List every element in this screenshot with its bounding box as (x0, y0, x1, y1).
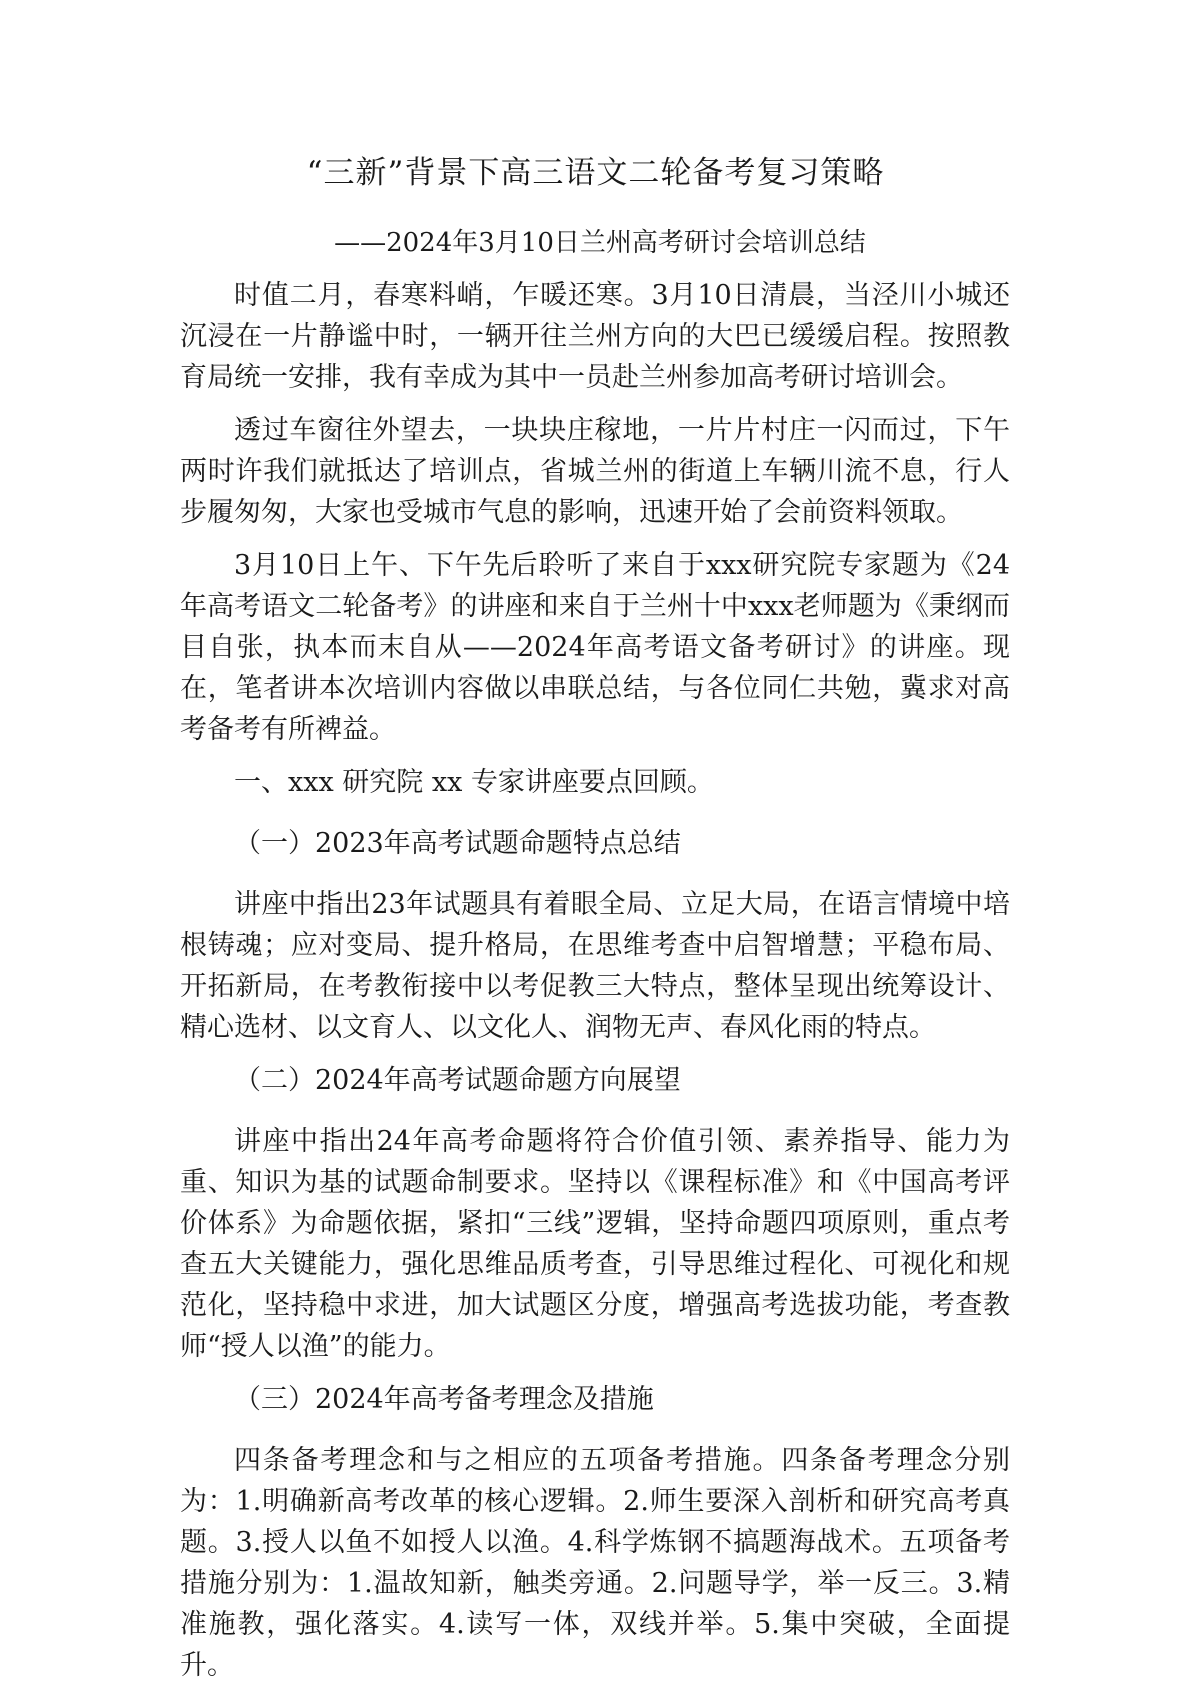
document-title: “三新”背景下高三语文二轮备考复习策略 (306, 155, 885, 191)
subsection-2-heading: （二）2024年高考试题命题方向展望 (234, 1065, 681, 1096)
intro-paragraph-3: 3月10日上午、下午先后聆听了来自于xxx研究院专家题为《24年高考语文二轮备考》的讲座和来自于兰州十中xxx老师题为《秉纲而目自张，执本而末自从——2024年高考语文备考研讨》的讲座。现在，笔者讲本次培训内容做以串联总结，与各位同仁共勉，冀求对高考备考有所裨益。 (180, 550, 1010, 745)
subsection-3-heading: （三）2024年高考备考理念及措施 (234, 1384, 654, 1415)
document-subtitle: ——2024年3月10日兰州高考研讨会培训总结 (334, 228, 866, 258)
subsection-1-heading: （一）2023年高考试题命题特点总结 (234, 828, 681, 859)
subsection-2-text: 讲座中指出24年高考命题将符合价值引领、素养指导、能力为重、知识为基的试题命制要求。坚持以《课程标准》和《中国高考评价体系》为命题依据，紧扣“三线”逻辑，坚持命题四项原则，重点考查五大关键能力，强化思维品质考查，引导思维过程化、可视化和规范化，坚持稳中求进，加大试题区分度，增强高考选拔功能，考查教师“授人以渔”的能力。 (180, 1126, 1010, 1362)
subsection-1-text: 讲座中指出23年试题具有着眼全局、立足大局，在语言情境中培根铸魂；应对变局、提升格局，在思维考查中启智增慧；平稳布局、开拓新局，在考教衔接中以考促教三大特点，整体呈现出统筹设计、精心选材、以文育人、以文化人、润物无声、春风化雨的特点。 (180, 889, 1010, 1043)
subsection-3-text: 四条备考理念和与之相应的五项备考措施。四条备考理念分别为：1.明确新高考改革的核心逻辑。2.师生要深入剖析和研究高考真题。3.授人以鱼不如授人以渔。4.科学炼钢不搞题海战术。五项备考措施分别为：1.温故知新，触类旁通。2.问题导学，举一反三。3.精准施教，强化落实。4.读写一体，双线并举。5.集中突破，全面提升。 (180, 1445, 1010, 1681)
document-body (180, 275, 1010, 1698)
intro-paragraph-1: 时值二月，春寒料峭，乍暖还寒。3月10日清晨，当泾川小城还沉浸在一片静谧中时，一辆开往兰州方向的大巴已缓缓启程。按照教育局统一安排，我有幸成为其中一员赴兰州参加高考研讨培训会。 (180, 280, 1010, 393)
section-1-heading: 一、xxx 研究院 xx 专家讲座要点回顾。 (234, 767, 714, 798)
intro-paragraph-2: 透过车窗往外望去，一块块庄稼地，一片片村庄一闪而过，下午两时许我们就抵达了培训点，省城兰州的街道上车辆川流不息，行人步履匆匆，大家也受城市气息的影响，迅速开始了会前资料领取。 (180, 415, 1010, 528)
